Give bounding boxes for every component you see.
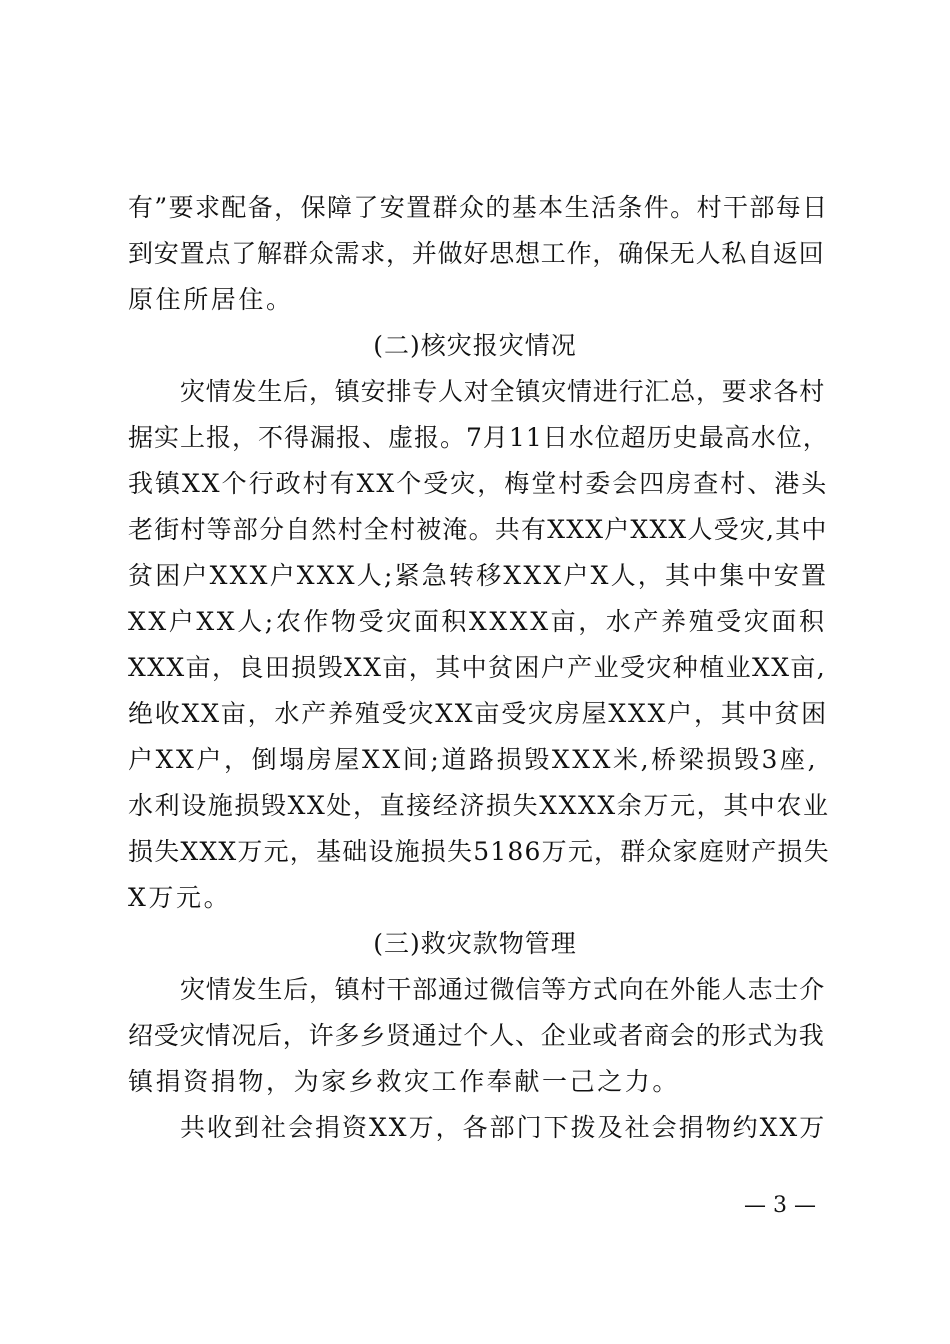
paragraph-line: XX户XX人;农作物受灾面积XXXX亩，水产养殖受灾面积 [128,607,827,636]
paragraph-line: 原住所居住。 [128,285,294,314]
paragraph-line: 损失XXX万元，基础设施损失5186万元，群众家庭财产损失 [128,837,830,866]
paragraph-line: 有”要求配备，保障了安置群众的基本生活条件。村干部每日 [128,193,829,222]
paragraph-line: 绝收XX亩，水产养殖受灾XX亩受灾房屋XXX户，其中贫困 [128,699,828,728]
section-heading-verification: (二)核灾报灾情况 [373,331,577,360]
paragraph-line: 老街村等部分自然村全村被淹。共有XXX户XXX人受灾,其中 [128,515,828,544]
paragraph-line: X万元。 [128,883,232,912]
paragraph-line: 灾情发生后，镇安排专人对全镇灾情进行汇总，要求各村 [180,377,826,406]
paragraph-line: 镇捐资捐物，为家乡救灾工作奉献一己之力。 [128,1067,681,1096]
paragraph-line: 灾情发生后，镇村干部通过微信等方式向在外能人志士介 [180,975,826,1004]
paragraph-line: 户XX户，倒塌房屋XX间;道路损毁XXX米,桥梁损毁3座, [128,745,819,774]
paragraph-line: XXX亩，良田损毁XX亩，其中贫困户产业受灾种植业XX亩, [128,653,827,682]
paragraph-line: 水利设施损毁XX处，直接经济损失XXXX余万元，其中农业 [128,791,830,820]
section-heading-relief-management: (三)救灾款物管理 [373,929,577,958]
paragraph-line: 到安置点了解群众需求，并做好思想工作，确保无人私自返回 [128,239,825,268]
paragraph-line: 我镇XX个行政村有XX个受灾，梅堂村委会四房查村、港头 [128,469,829,498]
page-number: — 3 — [744,1193,816,1218]
paragraph-line: 据实上报，不得漏报、虚报。7月11日水位超历史最高水位， [128,423,829,452]
paragraph-line: 绍受灾情况后，许多乡贤通过个人、企业或者商会的形式为我 [128,1021,825,1050]
paragraph-line: 贫困户XXX户XXX人;紧急转移XXX户X人，其中集中安置 [128,561,829,590]
paragraph-line: 共收到社会捐资XX万，各部门下拨及社会捐物约XX万 [180,1113,827,1142]
